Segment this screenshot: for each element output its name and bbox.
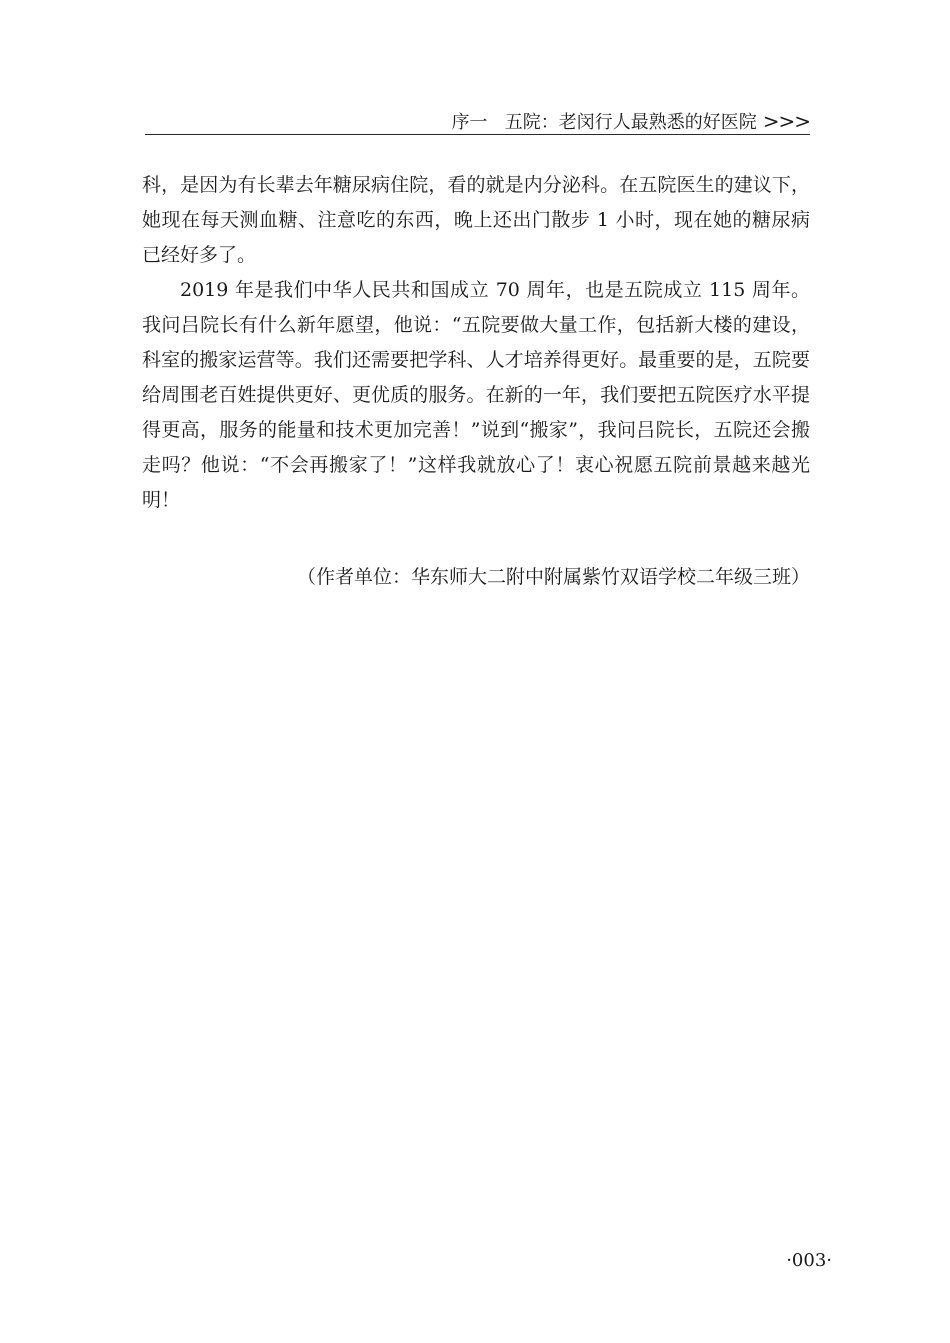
chevron-right-icon: >>> (762, 109, 810, 133)
article-body (142, 168, 810, 518)
page-number: ·003· (786, 1250, 832, 1271)
header-section-label: 序一 (451, 112, 488, 133)
author-affiliation: （作者单位：华东师大二附中附属紫竹双语学校二年级三班） (296, 566, 810, 588)
running-header (145, 108, 810, 135)
header-chapter-title: 五院：老闵行人最熟悉的好医院 (504, 112, 757, 133)
paragraph-continued: 科，是因为有长辈去年糖尿病住院，看的就是内分泌科。在五院医生的建议下，她现在每天测血糖、注意吃的东西，晚上还出门散步 1 小时，现在她的糖尿病已经好多了。 (142, 174, 810, 266)
paragraph: 2019 年是我们中华人民共和国成立 70 周年，也是五院成立 115 周年。我问吕院长有什么新年愿望，他说：“五院要做大量工作，包括新大楼的建设，科室的搬家运营等。我们还需要把学科、人才培养得更好。最重要的是，五院要给周围老百姓提供更好、更优质的服务。在新的一年，我们要把五院医疗水平提得更高，服务的能量和技术更加完善！”说到“搬家”，我问吕院长，五院还会搬走吗？他说：“不会再搬家了！”这样我就放心了！衷心祝愿五院前景越来越光明！ (142, 279, 810, 511)
